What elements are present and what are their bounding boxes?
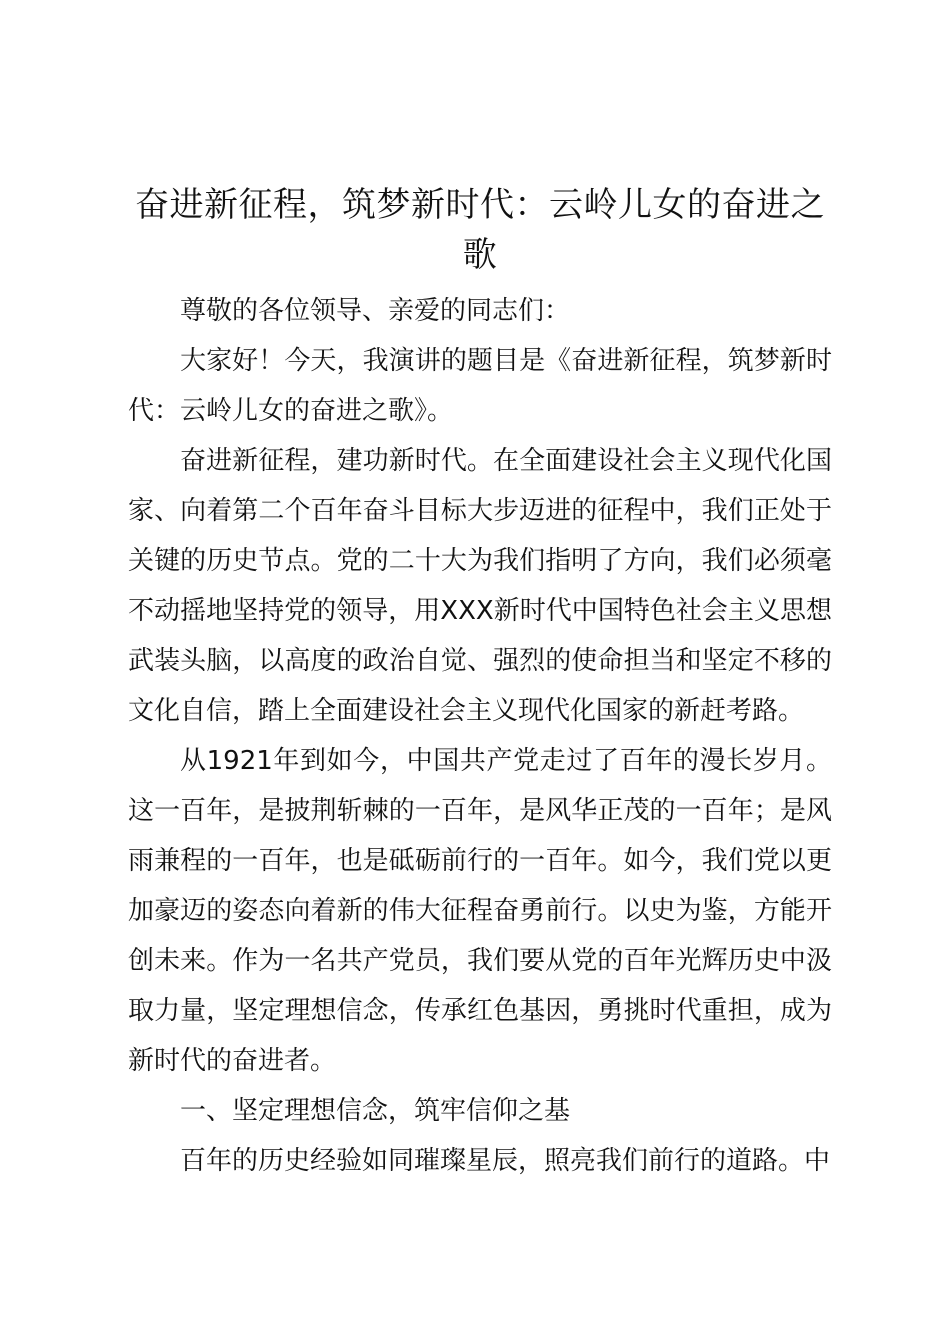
paragraph-new-journey: 奋进新征程，建功新时代。在全面建设社会主义现代化国家、向着第二个百年奋斗目标大步迈进的征程中，我们正处于关键的历史节点。党的二十大为我们指明了方向，我们必须毫不动摇地坚持党的领导，用XXX新时代中国特色社会主义思想武装头脑，以高度的政治自觉、强烈的使命担当和坚定不移的文化自信，踏上全面建设社会主义现代化国家的新赶考路。 xyxy=(128,446,832,726)
document-title: 奋进新征程，筑梦新时代：云岭儿女的奋进之歌 xyxy=(135,185,825,275)
document-body xyxy=(128,180,832,1186)
salutation: 尊敬的各位领导、亲爱的同志们： xyxy=(180,296,571,326)
paragraph-party-history: 从1921年到如今，中国共产党走过了百年的漫长岁月。这一百年，是披荆斩棘的一百年，是风华正茂的一百年；是风雨兼程的一百年，也是砥砺前行的一百年。如今，我们党以更加豪迈的姿态向着新的伟大征程奋勇前行。以史为鉴，方能开创未来。作为一名共产党员，我们要从党的百年光辉历史中汲取力量，坚定理想信念，传承红色基因，勇挑时代重担，成为新时代的奋进者。 xyxy=(128,746,832,1076)
paragraph-intro: 大家好！今天，我演讲的题目是《奋进新征程，筑梦新时代：云岭儿女的奋进之歌》。 xyxy=(128,346,832,426)
paragraph-section-1: 百年的历史经验如同璀璨星辰，照亮我们前行的道路。中 xyxy=(180,1146,831,1176)
section-heading-1: 一、坚定理想信念，筑牢信仰之基 xyxy=(180,1096,571,1126)
